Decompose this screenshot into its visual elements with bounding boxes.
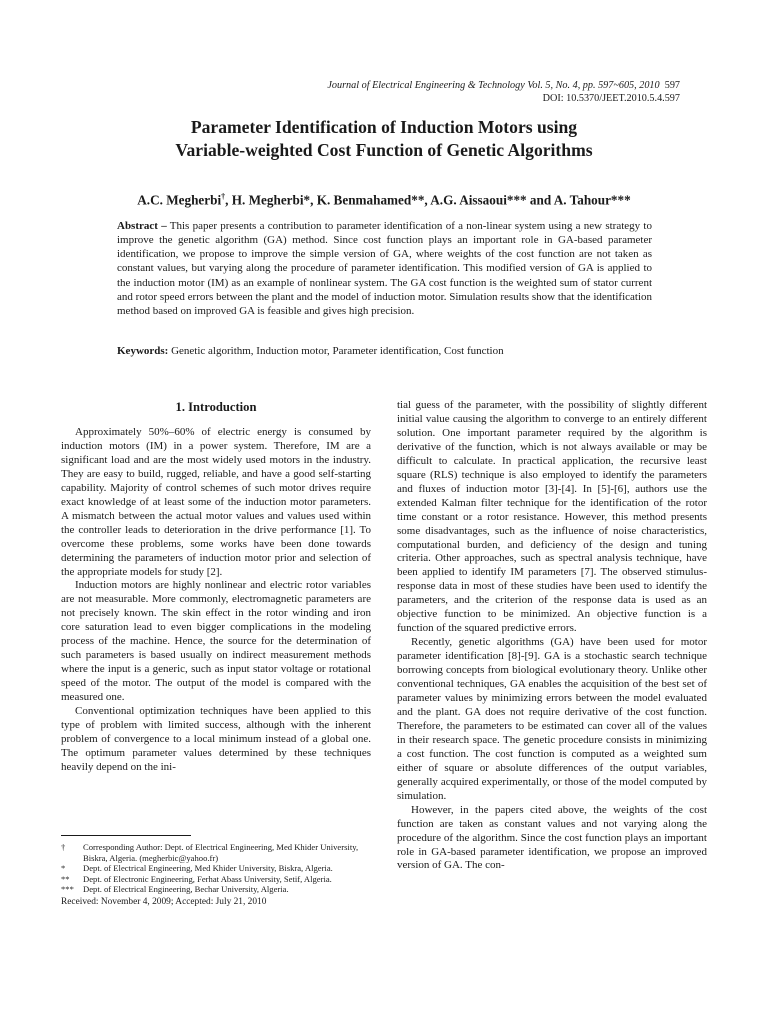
footnote-mark: *** <box>61 884 74 895</box>
first-author: A.C. Megherbi <box>137 192 222 208</box>
footnote <box>61 874 373 885</box>
footnote <box>61 842 373 863</box>
right-column <box>397 399 707 873</box>
left-column <box>61 426 371 775</box>
paragraph: tial guess of the parameter, with the possibility of slightly different initial value causing the algorithm to converge to an entirely different solution. One important parameter required by the algorithm is derivative of the function, which is not always available or may be difficult to calculate. In practical application, the recursive least square (RLS) technique is also employed to identify the parameters and fluxes of induction motor [3]-[4]. In [5]-[6], authors use the extended Kalman filter technique for the identification of the rotor time constant or a rotor resistance. However, this method presents some disadvantages, such as the influence of noise characteristics, computational burden, and deficiency of the design and tuning criteria. Other approaches, such as spectral analysis technique, have been applied to identify IM parameters [7]. The observed stimulus-response data in most of these studies have been used to identify the parameters, and the criterion of the response data is used as an objective function to be minimized. An objective function is a function of the squared predictive errors. <box>397 399 707 635</box>
section-heading: 1. Introduction <box>175 400 257 414</box>
paragraph: Induction motors are highly nonlinear and electric rotor variables are not measurable. More commonly, electromagnetic parameters are not precisely known. The skin effect in the rotor winding and iron core saturation lead to even bigger complications in the modeling process of the machine. Hence, the source for the determination of such parameters is based usually on indirect measurement methods where the input is a generic, such as input stator voltage or rotational speed of the motor. The output of the model is compared with the measured one. <box>61 579 371 704</box>
paragraph: However, in the papers cited above, the weights of the cost function are taken as constant values and not varying along the procedure of the algorithm. Since the cost function plays an important role in GA-based parameter identification, we propose an improved version of GA. The con- <box>397 803 707 872</box>
footnote-text: Corresponding Author: Dept. of Electrical Engineering, Med Khider University, Biskra, Algeria. (megherbic@yahoo.fr) <box>83 842 359 863</box>
title-line-2: Variable-weighted Cost Function of Genetic Algorithms <box>175 140 593 160</box>
journal-citation: Journal of Electrical Engineering & Technology Vol. 5, No. 4, pp. 597~605, 2010 597 <box>327 80 680 91</box>
paragraph: Recently, genetic algorithms (GA) have been used for motor parameter identification [8]-[9]. GA is a stochastic search technique borrowing concepts from biological evolutionary theory. Unlike other conventional techniques, GA enables the acquisition of the best set of parameter values by minimizing errors between the model evaluated and the plant. GA does not require derivative of the cost function. Therefore, the parameters to be estimated can cover all of the values in their research space. The genetic procedure consists in minimizing a cost function. The cost function is computed as a weighted sum either of square or absolute differences of the output variables, generally acquired experimentally, or those of the model computed by simulation. <box>397 636 707 802</box>
footnote-rule <box>61 835 191 836</box>
footnote-mark: * <box>61 863 66 874</box>
keywords-text: Genetic algorithm, Induction motor, Parameter identification, Cost function <box>171 345 504 357</box>
abstract <box>117 219 652 318</box>
abstract-text: This paper presents a contribution to parameter identification of a non-linear system using a new strategy to improve the genetic algorithm (GA) method. Since cost function plays an important role in GA-based parameter identification, we propose to improve the simple version of GA, where weights of the cost function are not taken as constant values, but varying along the procedure of parameter identification. This modified version of GA is applied to the induction motor (IM) as an example of nonlinear system. The GA cost function is the weighted sum of stator current and rotor speed errors between the plant and the model of induction motor. Simulation results show that the identification method based on improved GA is feasible and gives high precision. <box>117 220 652 317</box>
abstract-label: Abstract – <box>117 220 167 232</box>
footnote-mark: † <box>61 842 66 852</box>
title-line-1: Parameter Identification of Induction Motors using <box>190 117 578 137</box>
journal-header <box>327 79 680 105</box>
page-number: 597 <box>664 80 680 91</box>
corresponding-mark: † <box>221 192 226 201</box>
footnote <box>61 863 373 874</box>
footnote-text: Dept. of Electrical Engineering, Bechar University, Algeria. <box>83 884 289 895</box>
keywords <box>117 344 652 358</box>
paper-title <box>0 116 768 162</box>
doi: DOI: 10.5370/JEET.2010.5.4.597 <box>542 93 680 104</box>
footnote-text: Dept. of Electrical Engineering, Med Khider University, Biskra, Algeria. <box>83 863 333 874</box>
keywords-label: Keywords: <box>117 345 169 357</box>
other-authors: , H. Megherbi*, K. Benmahamed**, A.G. Aissaoui*** and A. Tahour*** <box>225 192 631 208</box>
paragraph: Conventional optimization techniques have been applied to this type of problem with limited success, although with the inherent problem of convergence to a local minimum instead of a global one. The optimum parameter values determined by these techniques heavily depend on the ini- <box>61 705 371 773</box>
author-list <box>0 189 768 208</box>
footnote <box>61 884 373 895</box>
footnote-text: Dept. of Electronic Engineering, Ferhat Abass University, Setif, Algeria. <box>83 873 332 884</box>
footnote-mark: ** <box>61 873 70 884</box>
received-date: Received: November 4, 2009; Accepted: July 21, 2010 <box>61 896 267 907</box>
footnotes <box>61 842 373 908</box>
paragraph: Approximately 50%–60% of electric energy is consumed by induction motors (IM) in a power system. Therefore, IM are a significant load and are the most widely used motors in the industry. They are easy to build, rugged, reliable, and have a good self-starting capability. Majority of control schemes of such motor drives require exact knowledge of at least some of the induction motor parameters. A mismatch between the actual motor values and values used within the controller leads to deterioration in the drive performance [1]. To overcome these problems, some works have been done towards determining the parameters of induction motor prior and selection of the appropriate models for study [2]. <box>61 426 371 578</box>
